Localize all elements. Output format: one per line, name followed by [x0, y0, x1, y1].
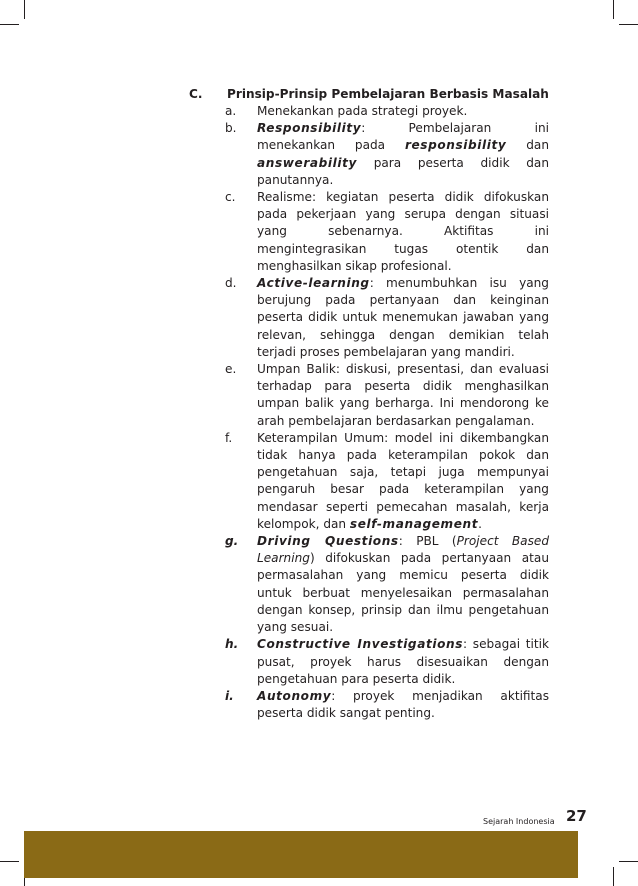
item-text: Umpan Balik: diskusi, presentasi, dan evaluasi terhadap para peserta didik menghasilkan umpan balik yang berharga. Ini mendorong ke arah pembelajaran berdasarkan pengalaman. — [257, 362, 549, 428]
item-text: Menekankan pada strategi proyek. — [257, 104, 468, 118]
list-marker: c. — [225, 190, 236, 205]
section-letter: C. — [189, 87, 203, 101]
item-text: . — [478, 516, 482, 531]
list-item-text — [257, 636, 549, 688]
list-marker: g. — [225, 534, 239, 549]
item-text: Realisme: kegiatan peserta didik difokuskan pada pekerjaan yang serupa dengan situasi yang sebenarnya. Aktifitas ini mengintegrasikan tugas otentik dan menghasilkan sikap profesional. — [257, 190, 549, 273]
emphasis-text: Project Based Learning — [257, 534, 549, 566]
item-text: ) difokuskan pada pertanyaan atau permasalahan yang memicu peserta didik untuk berbuat menyelesaikan permasalahan dengan konsep, prinsip dan ilmu pengetahuan yang sesuai. — [257, 551, 549, 635]
list-item — [189, 275, 549, 361]
list-item — [189, 189, 549, 275]
term: responsibility — [404, 138, 507, 153]
term: answerability — [257, 155, 358, 170]
list-marker: f. — [225, 430, 233, 445]
list-item — [189, 361, 549, 430]
page-content — [189, 86, 549, 722]
list-item — [189, 120, 549, 189]
term: Active-learning — [257, 276, 370, 291]
term: Driving Questions — [257, 534, 399, 549]
item-text: : menumbuhkan isu yang berujung pada pertanyaan dan keinginan peserta didik untuk menemukan jawaban yang relevan, sehingga dengan demikian telah terjadi proses pembelajaran yang mandiri. — [257, 276, 549, 359]
list-item-text — [257, 189, 549, 275]
item-text: : proyek menjadikan aktifitas peserta didik sangat penting. — [257, 688, 549, 721]
crop-mark — [619, 24, 638, 25]
list-item-text — [257, 361, 549, 430]
list-marker: b. — [225, 121, 237, 136]
list-marker: i. — [225, 688, 234, 703]
list-item — [189, 430, 549, 533]
term: Responsibility — [257, 121, 362, 136]
list-item — [189, 688, 549, 722]
crop-mark — [24, 0, 25, 19]
item-text: Keterampilan Umum: model ini dikembangkan tidak hanya pada keterampilan pokok dan pengetahuan saja, tetapi juga mempunyai pengaruh besar pada keterampilan yang mendasar seperti pemecahan masalah, kerja kelompok, dan — [257, 430, 549, 531]
list-marker: a. — [225, 104, 237, 118]
list-item-text — [257, 275, 549, 361]
crop-mark — [619, 861, 638, 862]
list-item-text — [257, 688, 549, 722]
item-text: : Pembelajaran ini menekankan pada — [257, 121, 549, 153]
crop-mark — [0, 24, 19, 25]
list-item-text — [257, 103, 549, 120]
list-marker: d. — [225, 276, 237, 291]
list-marker: h. — [225, 637, 239, 652]
footer-book-title: Sejarah Indonesia — [483, 817, 555, 826]
list-item — [189, 533, 549, 636]
item-text: para peserta didik dan panutannya. — [257, 155, 549, 187]
term: self-management — [349, 516, 479, 531]
list-item — [189, 103, 549, 120]
section-heading — [189, 86, 549, 103]
list-item-text — [257, 533, 549, 636]
item-text: : PBL ( — [398, 534, 457, 549]
crop-mark — [613, 867, 614, 886]
page-number: 27 — [566, 807, 587, 825]
crop-mark — [0, 861, 19, 862]
list-item-text — [257, 120, 549, 189]
term: Constructive Investigations — [257, 637, 463, 652]
footer-bar — [24, 831, 578, 878]
item-text: dan — [506, 138, 549, 153]
crop-mark — [613, 0, 614, 19]
item-text: : sebagai titik pusat, proyek harus disesuaikan dengan pengetahuan para peserta didik. — [257, 637, 549, 686]
list-item — [189, 636, 549, 688]
section-title: Prinsip-Prinsip Pembelajaran Berbasis Masalah — [227, 87, 549, 101]
list-item-text — [257, 430, 549, 533]
term: Autonomy — [257, 688, 332, 703]
list-marker: e. — [225, 362, 237, 377]
